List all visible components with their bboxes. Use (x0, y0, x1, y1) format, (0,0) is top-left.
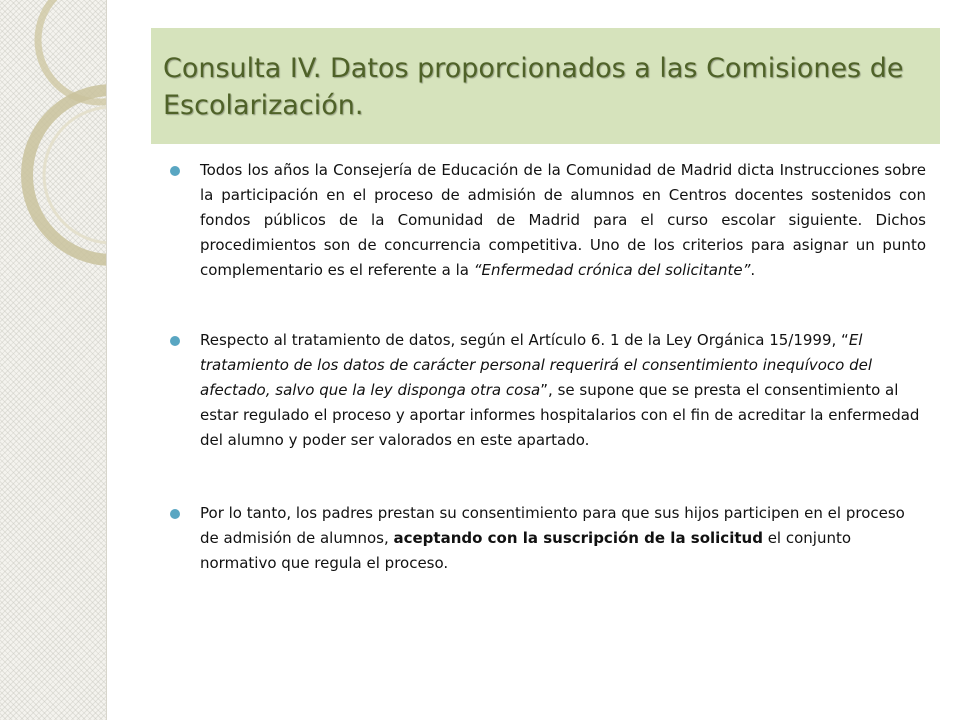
slide-title: Consulta IV. Datos proporcionados a las Comisiones de Escolarización. (163, 53, 904, 121)
text-run: Todos los años la Consejería de Educación de la Comunidad de Madrid dicta Instrucciones sobre la participación en el proceso de admisión de alumnos en Centros docentes sostenidos con fondos públicos de la Comunidad de Madrid para el curso escolar siguiente. Dichos procedimientos son de concurrencia competitiva. Uno de los criterios para asignar un punto complementario es el referente a la (200, 161, 926, 279)
bold-text-run: aceptando con la suscripción de la solicitud (393, 529, 763, 547)
bullet-item (170, 501, 926, 576)
title-band (151, 28, 940, 144)
bullet-text (200, 158, 926, 283)
italic-text-run: “Enfermedad crónica del solicitante” (473, 261, 751, 279)
bullet-dot-icon (170, 336, 180, 346)
bullet-item (170, 328, 926, 453)
bullet-item (170, 158, 926, 283)
slide-body (170, 158, 926, 576)
text-run: ”, se supone que se presta el consentimiento al estar regulado el proceso y aportar informes hospitalarios con el fin de acreditar la enfermedad del alumno y poder ser valorados en este apartado. (200, 381, 920, 449)
bullet-dot-icon (170, 509, 180, 519)
text-run: Por lo tanto, los padres prestan su consentimiento para que sus hijos participen en el proceso de admisión de alumnos, (200, 504, 905, 547)
decorative-sidebar (0, 0, 107, 720)
text-run: . (750, 261, 756, 279)
text-run: Respecto al tratamiento de datos, según el Artículo 6. 1 de la Ley Orgánica 15/1999, “ (200, 331, 849, 349)
text-run: el conjunto normativo que regula el proceso. (200, 529, 852, 572)
bullet-text (200, 501, 926, 576)
ring-decoration-icon (0, 0, 106, 720)
italic-text-run: El tratamiento de los datos de carácter personal requerirá el consentimiento inequívoco del afectado, salvo que la ley disponga otra cosa (200, 331, 873, 399)
bullet-text (200, 328, 926, 453)
bullet-dot-icon (170, 166, 180, 176)
